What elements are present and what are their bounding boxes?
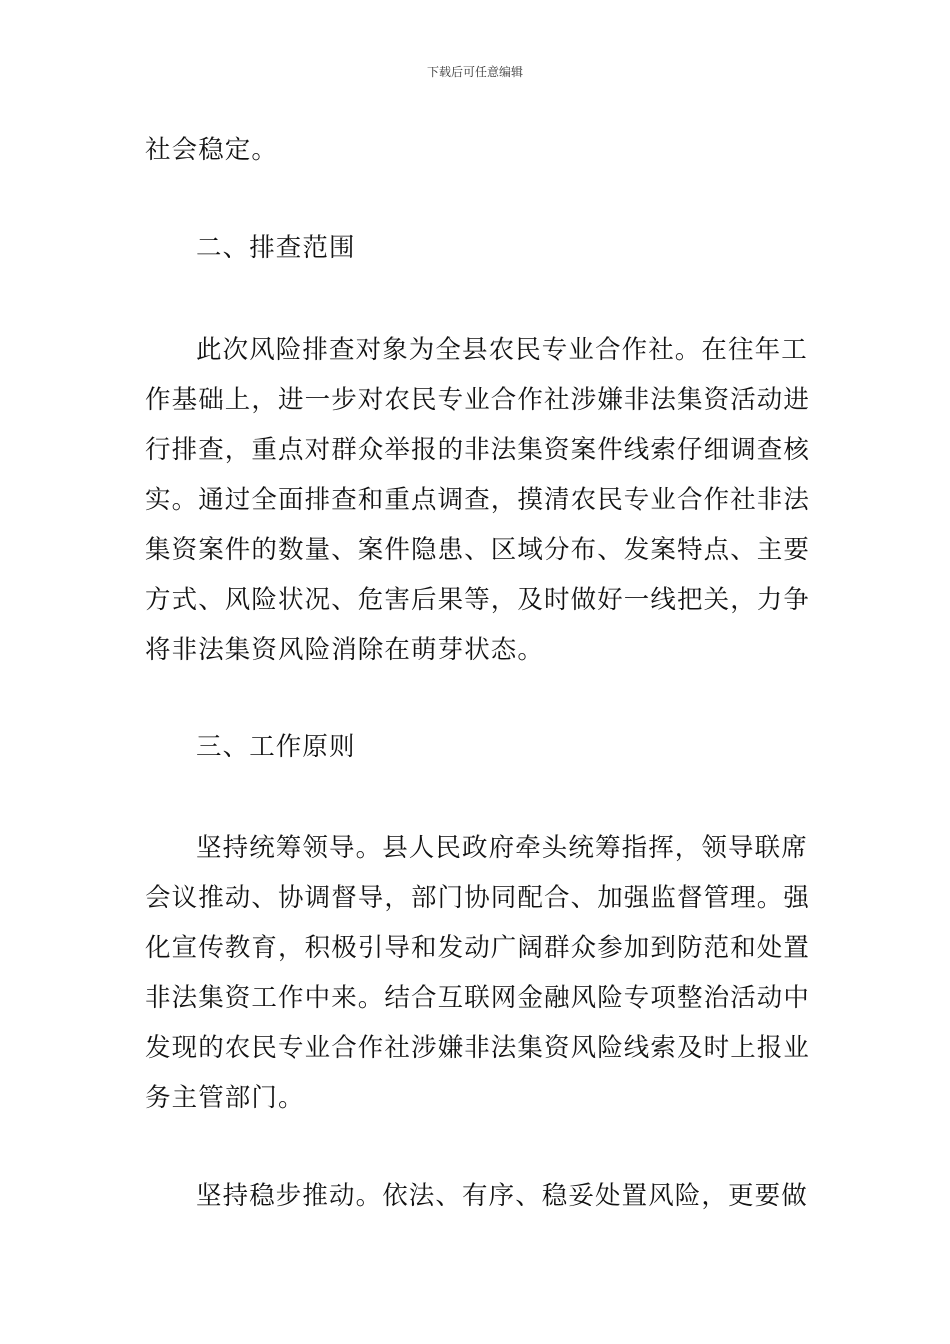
- paragraph-line: 会议推动、协调督导，部门协同配合、加强监督管理。强: [145, 883, 811, 913]
- paragraph-line: 实。通过全面排查和重点调查，摸清农民专业合作社非法: [145, 485, 811, 515]
- paragraph-line: 坚持统筹领导。县人民政府牵头统筹指挥，领导联席: [196, 833, 808, 863]
- paragraph-line: 作基础上，进一步对农民专业合作社涉嫌非法集资活动进: [145, 385, 811, 415]
- paragraph-line: 坚持稳步推动。依法、有序、稳妥处置风险，更要做: [196, 1181, 808, 1211]
- section-heading-principles: 三、工作原则: [196, 732, 356, 762]
- paragraph-line: 集资案件的数量、案件隐患、区域分布、发案特点、主要: [145, 535, 811, 565]
- section-heading-scope: 二、排查范围: [196, 233, 356, 263]
- paragraph-line: 行排查，重点对群众举报的非法集资案件线索仔细调查核: [145, 435, 811, 465]
- paragraph-line: 务主管部门。: [145, 1083, 305, 1113]
- paragraph-line: 化宣传教育，积极引导和发动广阔群众参加到防范和处置: [145, 933, 811, 963]
- paragraph-line: 发现的农民专业合作社涉嫌非法集资风险线索及时上报业: [145, 1033, 811, 1063]
- paragraph-line: 社会稳定。: [145, 135, 279, 165]
- paragraph-line: 方式、风险状况、危害后果等，及时做好一线把关，力争: [145, 585, 811, 615]
- page-header: 下载后可任意编辑: [426, 65, 523, 79]
- paragraph-line: 此次风险排查对象为全县农民专业合作社。在往年工: [196, 335, 808, 365]
- paragraph-line: 将非法集资风险消除在萌芽状态。: [145, 635, 545, 665]
- paragraph-line: 非法集资工作中来。结合互联网金融风险专项整治活动中: [145, 983, 811, 1013]
